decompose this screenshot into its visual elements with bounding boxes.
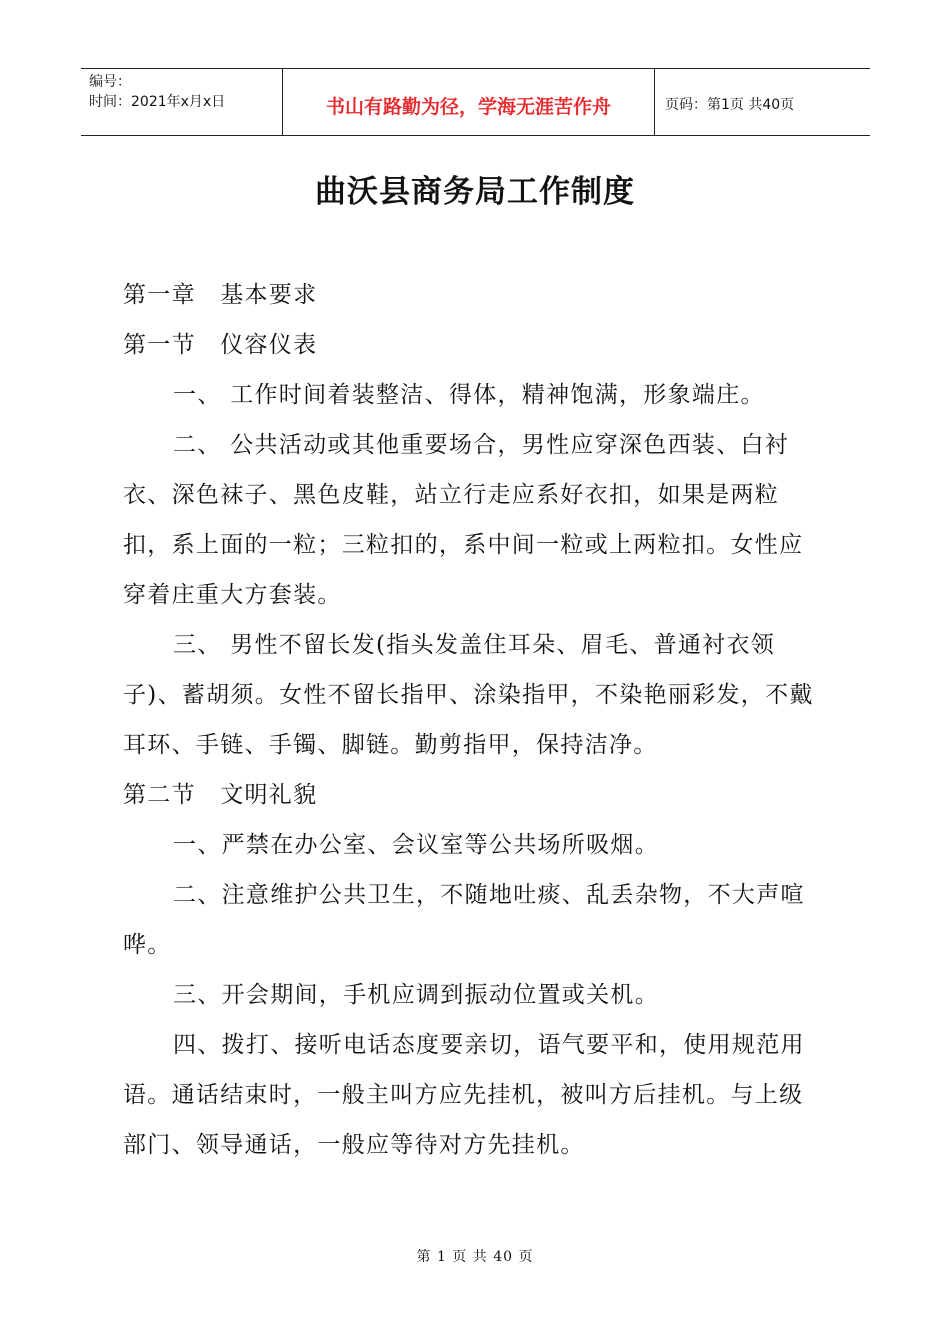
paragraph: 四、拨打、接听电话态度要亲切，语气要平和，使用规范用语。通话结束时，一般主叫方应先挂机，被叫方后挂机。与上级部门、领导通话，一般应等待对方先挂机。	[123, 1032, 805, 1158]
paragraph: 二、注意维护公共卫生，不随地吐痰、乱丢杂物，不大声喧哗。	[123, 882, 805, 958]
time-label: 时间：2021年x月x日	[89, 94, 226, 110]
header-motto	[283, 69, 655, 135]
page-label: 页码：第1页 共40页	[665, 97, 795, 113]
paragraph: 三、开会期间，手机应调到振动位置或关机。	[173, 982, 659, 1008]
header-page-info	[655, 69, 870, 135]
paragraph: 一、严禁在办公室、会议室等公共场所吸烟。	[173, 832, 659, 858]
page-footer: 第 1 页 共 40 页	[416, 1249, 534, 1265]
document-body	[123, 270, 827, 1170]
document-title: 曲沃县商务局工作制度	[315, 174, 635, 210]
header-meta	[81, 69, 283, 135]
header-table	[81, 68, 870, 136]
section-heading: 第二节 文明礼貌	[123, 782, 318, 808]
paragraph: 二、 公共活动或其他重要场合，男性应穿深色西装、白衬衣、深色袜子、黑色皮鞋，站立行走应系好衣扣，如果是两粒扣，系上面的一粒；三粒扣的，系中间一粒或上两粒扣。女性应穿着庄重大方套装。	[123, 432, 804, 608]
section-heading: 第一节 仪容仪表	[123, 332, 318, 358]
paragraph: 三、 男性不留长发(指头发盖住耳朵、眉毛、普通衬衣领子)、蓄胡须。女性不留长指甲、涂染指甲，不染艳丽彩发，不戴耳环、手链、手镯、脚链。勤剪指甲，保持洁净。	[123, 632, 814, 758]
motto-text: 书山有路勤为径，学海无涯苦作舟	[325, 95, 611, 118]
paragraph: 一、 工作时间着装整洁、得体，精神饱满，形象端庄。	[173, 382, 765, 408]
chapter-heading: 第一章 基本要求	[123, 282, 318, 308]
number-label: 编号：	[89, 74, 131, 90]
